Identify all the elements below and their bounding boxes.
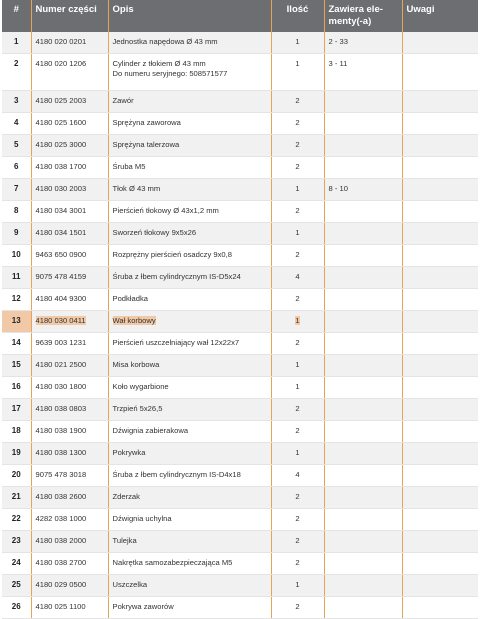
part-quantity: 1 [271, 355, 324, 377]
part-quantity: 2 [271, 135, 324, 157]
notes-cell [402, 597, 478, 619]
description-line: Podkładka [112, 294, 148, 303]
table-row [2, 465, 478, 487]
row-index: 24 [2, 553, 31, 575]
part-number: 9463 650 0900 [31, 245, 108, 267]
header-description: Opis [108, 0, 271, 32]
part-quantity: 2 [271, 597, 324, 619]
header-notes: Uwagi [402, 0, 478, 32]
part-description [108, 54, 271, 91]
table-row [2, 355, 478, 377]
description-line: Pokrywka [112, 448, 146, 457]
description-line: Tłok Ø 43 mm [112, 184, 161, 193]
row-index: 12 [2, 289, 31, 311]
row-index: 6 [2, 157, 31, 179]
table-row [2, 157, 478, 179]
description-line: Śruba z łbem cylindrycznym IS-D4x18 [112, 470, 241, 479]
part-quantity: 1 [271, 54, 324, 91]
part-number: 4180 038 2700 [31, 553, 108, 575]
part-quantity: 1 [271, 575, 324, 597]
notes-cell [402, 245, 478, 267]
part-number: 4180 020 1206 [31, 54, 108, 91]
contains-elements [324, 333, 402, 355]
part-number: 4180 030 1800 [31, 377, 108, 399]
part-number: 9075 478 3018 [31, 465, 108, 487]
description-line: Sprężyna zaworowa [112, 118, 181, 127]
contains-elements [324, 91, 402, 113]
contains-elements [324, 245, 402, 267]
part-description [108, 311, 271, 333]
description-line: Misa korbowa [112, 360, 160, 369]
parts-table-body [2, 32, 478, 619]
part-quantity: 2 [271, 399, 324, 421]
table-row [2, 575, 478, 597]
contains-elements [324, 531, 402, 553]
notes-cell [402, 179, 478, 201]
contains-elements [324, 223, 402, 245]
contains-elements [324, 311, 402, 333]
notes-cell [402, 157, 478, 179]
description-line: Jednostka napędowa Ø 43 mm [112, 37, 218, 46]
notes-cell [402, 443, 478, 465]
table-row [2, 135, 478, 157]
part-quantity: 2 [271, 113, 324, 135]
part-number: 4180 025 1100 [31, 597, 108, 619]
contains-elements [324, 575, 402, 597]
description-line: Śruba z łbem cylindrycznym IS-D5x24 [112, 272, 241, 281]
part-number: 4180 038 1300 [31, 443, 108, 465]
table-row [2, 333, 478, 355]
contains-elements [324, 289, 402, 311]
header-index: # [2, 0, 31, 32]
contains-elements: 2 - 33 [324, 32, 402, 54]
notes-cell [402, 531, 478, 553]
contains-elements [324, 465, 402, 487]
row-index: 17 [2, 399, 31, 421]
part-quantity [271, 311, 324, 333]
row-index: 7 [2, 179, 31, 201]
notes-cell [402, 135, 478, 157]
part-description [108, 135, 271, 157]
notes-cell [402, 223, 478, 245]
part-description [108, 267, 271, 289]
header-quantity: Ilość [271, 0, 324, 32]
part-quantity: 2 [271, 553, 324, 575]
table-row [2, 179, 478, 201]
row-index: 26 [2, 597, 31, 619]
part-description [108, 465, 271, 487]
part-number: 4180 021 2500 [31, 355, 108, 377]
part-number: 4180 038 0803 [31, 399, 108, 421]
part-number [31, 311, 108, 333]
part-number: 4180 030 2003 [31, 179, 108, 201]
notes-cell [402, 311, 478, 333]
part-quantity: 2 [271, 509, 324, 531]
table-row [2, 245, 478, 267]
row-index: 23 [2, 531, 31, 553]
row-index: 15 [2, 355, 31, 377]
part-number: 4180 034 3001 [31, 201, 108, 223]
part-quantity: 2 [271, 531, 324, 553]
table-row [2, 509, 478, 531]
contains-elements [324, 135, 402, 157]
part-description [108, 201, 271, 223]
table-row [2, 531, 478, 553]
contains-elements [324, 113, 402, 135]
notes-cell [402, 377, 478, 399]
description-line: Rozprężny pierścień osadczy 9x0,8 [112, 250, 232, 259]
row-index: 8 [2, 201, 31, 223]
description-line: Dźwignia uchylna [112, 514, 172, 523]
description-line: Dźwignia zabierakowa [112, 426, 189, 435]
part-number: 4180 029 0500 [31, 575, 108, 597]
contains-elements [324, 487, 402, 509]
description-line: Do numeru seryjnego: 508571577 [112, 69, 228, 78]
row-index: 19 [2, 443, 31, 465]
contains-elements [324, 377, 402, 399]
part-quantity: 1 [271, 223, 324, 245]
table-row [2, 377, 478, 399]
notes-cell [402, 487, 478, 509]
header-row [2, 0, 478, 32]
contains-elements [324, 509, 402, 531]
row-index: 2 [2, 54, 31, 91]
part-number-highlight: 4180 030 0411 [35, 316, 86, 325]
notes-cell [402, 355, 478, 377]
description-line: Sprężyna talerzowa [112, 140, 180, 149]
part-description [108, 157, 271, 179]
contains-elements [324, 553, 402, 575]
part-quantity: 2 [271, 245, 324, 267]
part-number: 9639 003 1231 [31, 333, 108, 355]
part-number: 9075 478 4159 [31, 267, 108, 289]
part-number: 4180 038 2600 [31, 487, 108, 509]
part-quantity: 4 [271, 465, 324, 487]
notes-cell [402, 113, 478, 135]
row-index: 4 [2, 113, 31, 135]
header-contains: Zawiera ele- menty(-a) [324, 0, 402, 32]
part-quantity: 1 [271, 443, 324, 465]
description-line: Pierścień tłokowy Ø 43x1,2 mm [112, 206, 219, 215]
row-index: 25 [2, 575, 31, 597]
part-number: 4180 404 9300 [31, 289, 108, 311]
part-description [108, 355, 271, 377]
table-row [2, 289, 478, 311]
table-row [2, 399, 478, 421]
description-line: Zawór [112, 96, 134, 105]
table-row [2, 421, 478, 443]
part-description [108, 91, 271, 113]
description-line: Sworzeń tłokowy 9x5x26 [112, 228, 197, 237]
contains-elements [324, 597, 402, 619]
part-description [108, 597, 271, 619]
row-index: 1 [2, 32, 31, 54]
contains-elements [324, 267, 402, 289]
contains-elements [324, 443, 402, 465]
notes-cell [402, 267, 478, 289]
part-description [108, 421, 271, 443]
part-quantity: 2 [271, 201, 324, 223]
part-quantity: 1 [271, 179, 324, 201]
part-description [108, 553, 271, 575]
part-number: 4180 038 2000 [31, 531, 108, 553]
part-description [108, 32, 271, 54]
part-quantity: 2 [271, 421, 324, 443]
row-index: 14 [2, 333, 31, 355]
part-description [108, 377, 271, 399]
notes-cell [402, 575, 478, 597]
part-quantity: 2 [271, 157, 324, 179]
description-line: Cylinder z tłokiem Ø 43 mm [112, 59, 206, 68]
contains-elements [324, 157, 402, 179]
notes-cell [402, 465, 478, 487]
part-number: 4180 025 2003 [31, 91, 108, 113]
description-line: Pokrywa zaworów [112, 602, 174, 611]
description-line: Śruba M5 [112, 162, 146, 171]
part-number: 4180 034 1501 [31, 223, 108, 245]
row-index: 10 [2, 245, 31, 267]
part-quantity: 2 [271, 333, 324, 355]
part-number: 4180 038 1900 [31, 421, 108, 443]
part-quantity-highlight: 1 [295, 316, 300, 325]
description-line: Tulejka [112, 536, 137, 545]
part-description [108, 245, 271, 267]
part-quantity: 1 [271, 377, 324, 399]
row-index: 20 [2, 465, 31, 487]
contains-elements [324, 201, 402, 223]
row-index: 9 [2, 223, 31, 245]
description-line: Uszczelka [112, 580, 148, 589]
table-row [2, 223, 478, 245]
table-row [2, 443, 478, 465]
description-line: Koło wygarbione [112, 382, 169, 391]
parts-table [2, 0, 478, 619]
part-number: 4282 038 1000 [31, 509, 108, 531]
notes-cell [402, 91, 478, 113]
row-index: 21 [2, 487, 31, 509]
description-line: Pierścień uszczelniający wał 12x22x7 [112, 338, 240, 347]
notes-cell [402, 289, 478, 311]
part-quantity: 2 [271, 91, 324, 113]
part-description [108, 113, 271, 135]
description-line: Wał korbowy [112, 316, 156, 325]
part-description [108, 223, 271, 245]
part-description [108, 531, 271, 553]
table-row [2, 597, 478, 619]
table-row [2, 91, 478, 113]
notes-cell [402, 509, 478, 531]
part-quantity: 1 [271, 32, 324, 54]
notes-cell [402, 201, 478, 223]
part-number: 4180 025 3000 [31, 135, 108, 157]
part-description [108, 575, 271, 597]
row-index: 3 [2, 91, 31, 113]
part-number: 4180 025 1600 [31, 113, 108, 135]
notes-cell [402, 553, 478, 575]
row-index: 18 [2, 421, 31, 443]
part-description [108, 509, 271, 531]
part-quantity: 2 [271, 289, 324, 311]
row-index: 5 [2, 135, 31, 157]
notes-cell [402, 54, 478, 91]
notes-cell [402, 333, 478, 355]
contains-elements: 3 - 11 [324, 54, 402, 91]
part-quantity: 4 [271, 267, 324, 289]
description-line: Zderzak [112, 492, 140, 501]
part-number: 4180 038 1700 [31, 157, 108, 179]
table-row [2, 553, 478, 575]
notes-cell [402, 32, 478, 54]
row-index: 11 [2, 267, 31, 289]
part-description [108, 487, 271, 509]
contains-elements [324, 421, 402, 443]
table-row [2, 201, 478, 223]
table-row [2, 267, 478, 289]
table-row [2, 487, 478, 509]
description-line: Trzpień 5x26,5 [112, 404, 163, 413]
parts-list [2, 0, 478, 619]
notes-cell [402, 399, 478, 421]
contains-elements [324, 399, 402, 421]
table-row [2, 32, 478, 54]
part-description [108, 289, 271, 311]
table-row [2, 54, 478, 91]
part-quantity: 2 [271, 487, 324, 509]
row-index: 22 [2, 509, 31, 531]
part-description [108, 179, 271, 201]
part-description [108, 443, 271, 465]
table-row [2, 311, 478, 333]
part-number: 4180 020 0201 [31, 32, 108, 54]
contains-elements [324, 355, 402, 377]
part-description [108, 333, 271, 355]
row-index: 13 [2, 311, 31, 333]
description-line: Nakrętka samozabezpieczająca M5 [112, 558, 233, 567]
row-index: 16 [2, 377, 31, 399]
header-part-number: Numer części [31, 0, 108, 32]
contains-elements: 8 - 10 [324, 179, 402, 201]
notes-cell [402, 421, 478, 443]
part-description [108, 399, 271, 421]
table-row [2, 113, 478, 135]
